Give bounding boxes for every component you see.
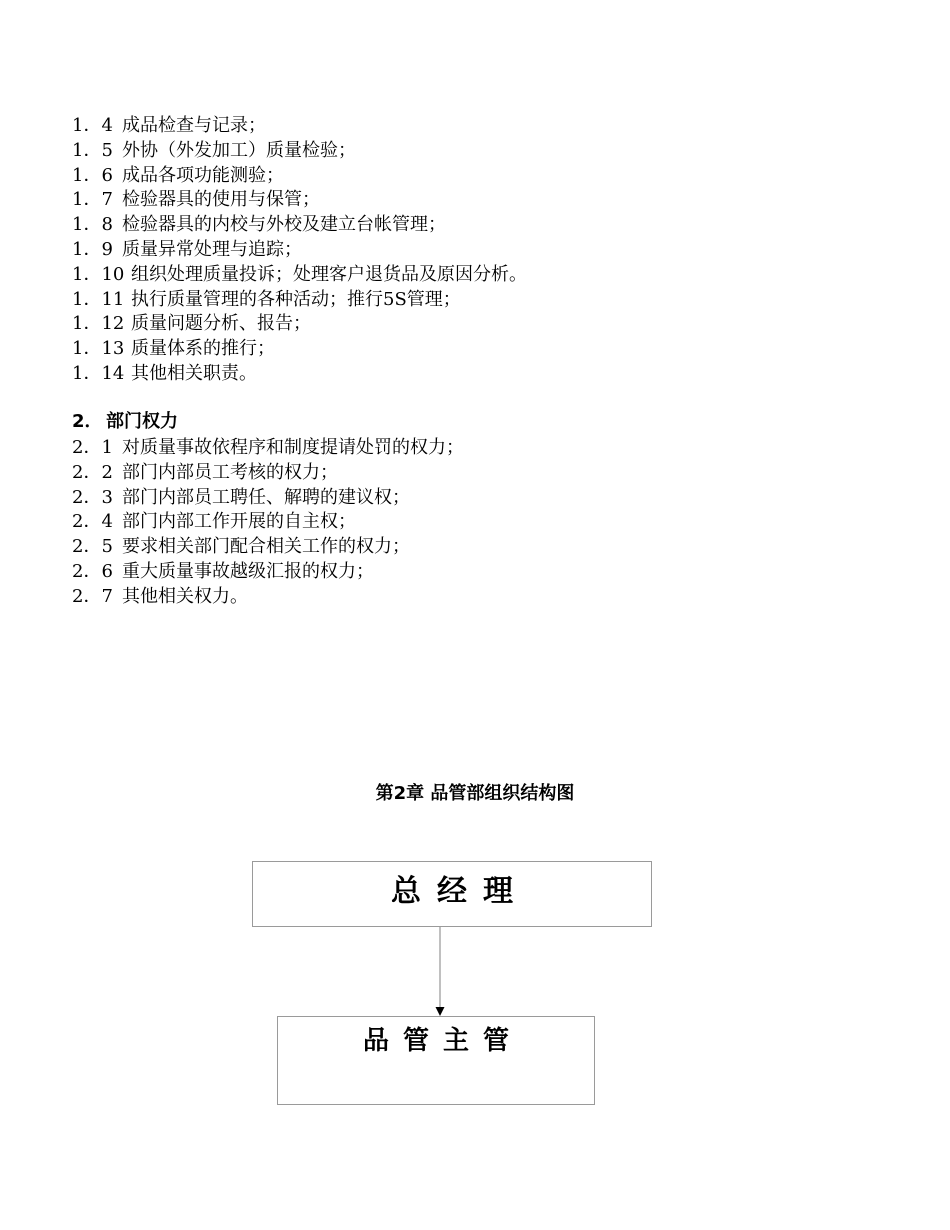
section-number: 2． — [72, 411, 103, 432]
item-number: 2．2 — [72, 462, 113, 483]
item-number: 2．3 — [72, 487, 113, 508]
general-manager-box — [252, 861, 652, 927]
duty-item — [72, 114, 266, 139]
item-text: 检验器具的内校与外校及建立台帐管理； — [122, 214, 446, 235]
item-number: 2．5 — [72, 536, 113, 557]
item-text: 部门内部员工聘任、解聘的建议权； — [122, 487, 410, 508]
item-text: 检验器具的使用与保管； — [122, 189, 320, 210]
item-number: 1．9 — [72, 239, 113, 260]
item-text: 其他相关权力。 — [122, 586, 248, 607]
item-number: 1．10 — [72, 264, 125, 285]
duty-item — [72, 288, 461, 313]
authority-item — [72, 535, 410, 560]
item-text: 组织处理质量投诉；处理客户退货品及原因分析。 — [131, 264, 527, 285]
connector-arrowhead — [436, 1007, 445, 1016]
item-number: 1．11 — [72, 289, 125, 310]
duty-item — [72, 362, 257, 387]
authority-item — [72, 486, 410, 511]
item-text: 执行质量管理的各种活动；推行5S管理； — [131, 289, 461, 310]
item-text: 质量体系的推行； — [131, 338, 275, 359]
item-number: 2．6 — [72, 561, 113, 582]
duty-item — [72, 139, 356, 164]
item-text: 质量异常处理与追踪； — [122, 239, 302, 260]
general-manager-label: 总经理 — [391, 874, 529, 909]
item-text: 部门内部员工考核的权力； — [122, 462, 338, 483]
section-title: 部门权力 — [106, 411, 178, 432]
qc-supervisor-label: 品管主管 — [362, 1026, 523, 1056]
authority-item — [72, 585, 248, 610]
authority-item — [72, 436, 464, 461]
authority-item — [72, 560, 374, 585]
item-number: 1．4 — [72, 115, 113, 136]
duty-item — [72, 337, 275, 362]
item-text: 部门内部工作开展的自主权； — [122, 511, 356, 532]
item-number: 1．5 — [72, 140, 113, 161]
duty-item — [72, 263, 527, 288]
item-number: 1．14 — [72, 363, 125, 384]
item-text: 重大质量事故越级汇报的权力； — [122, 561, 374, 582]
item-number: 2．7 — [72, 586, 113, 607]
item-number: 1．6 — [72, 165, 113, 186]
duty-item — [72, 164, 284, 189]
item-number: 1．13 — [72, 338, 125, 359]
item-number: 1．7 — [72, 189, 113, 210]
item-number: 2．4 — [72, 511, 113, 532]
duty-item — [72, 238, 302, 263]
item-text: 成品各项功能测验； — [122, 165, 284, 186]
item-text: 对质量事故依程序和制度提请处罚的权力； — [122, 437, 464, 458]
section-heading — [72, 410, 178, 434]
item-text: 要求相关部门配合相关工作的权力； — [122, 536, 410, 557]
duty-item — [72, 188, 320, 213]
authority-item — [72, 510, 356, 535]
item-text: 外协（外发加工）质量检验； — [122, 140, 356, 161]
duty-item — [72, 312, 311, 337]
duty-item — [72, 213, 446, 238]
item-text: 成品检查与记录； — [122, 115, 266, 136]
item-number: 1．8 — [72, 214, 113, 235]
item-text: 其他相关职责。 — [131, 363, 257, 384]
item-number: 1．12 — [72, 313, 125, 334]
qc-supervisor-box — [277, 1016, 595, 1105]
chapter-title: 第2章 品管部组织结构图 — [375, 783, 575, 804]
authority-item — [72, 461, 338, 486]
item-number: 2．1 — [72, 437, 113, 458]
item-text: 质量问题分析、报告； — [131, 313, 311, 334]
